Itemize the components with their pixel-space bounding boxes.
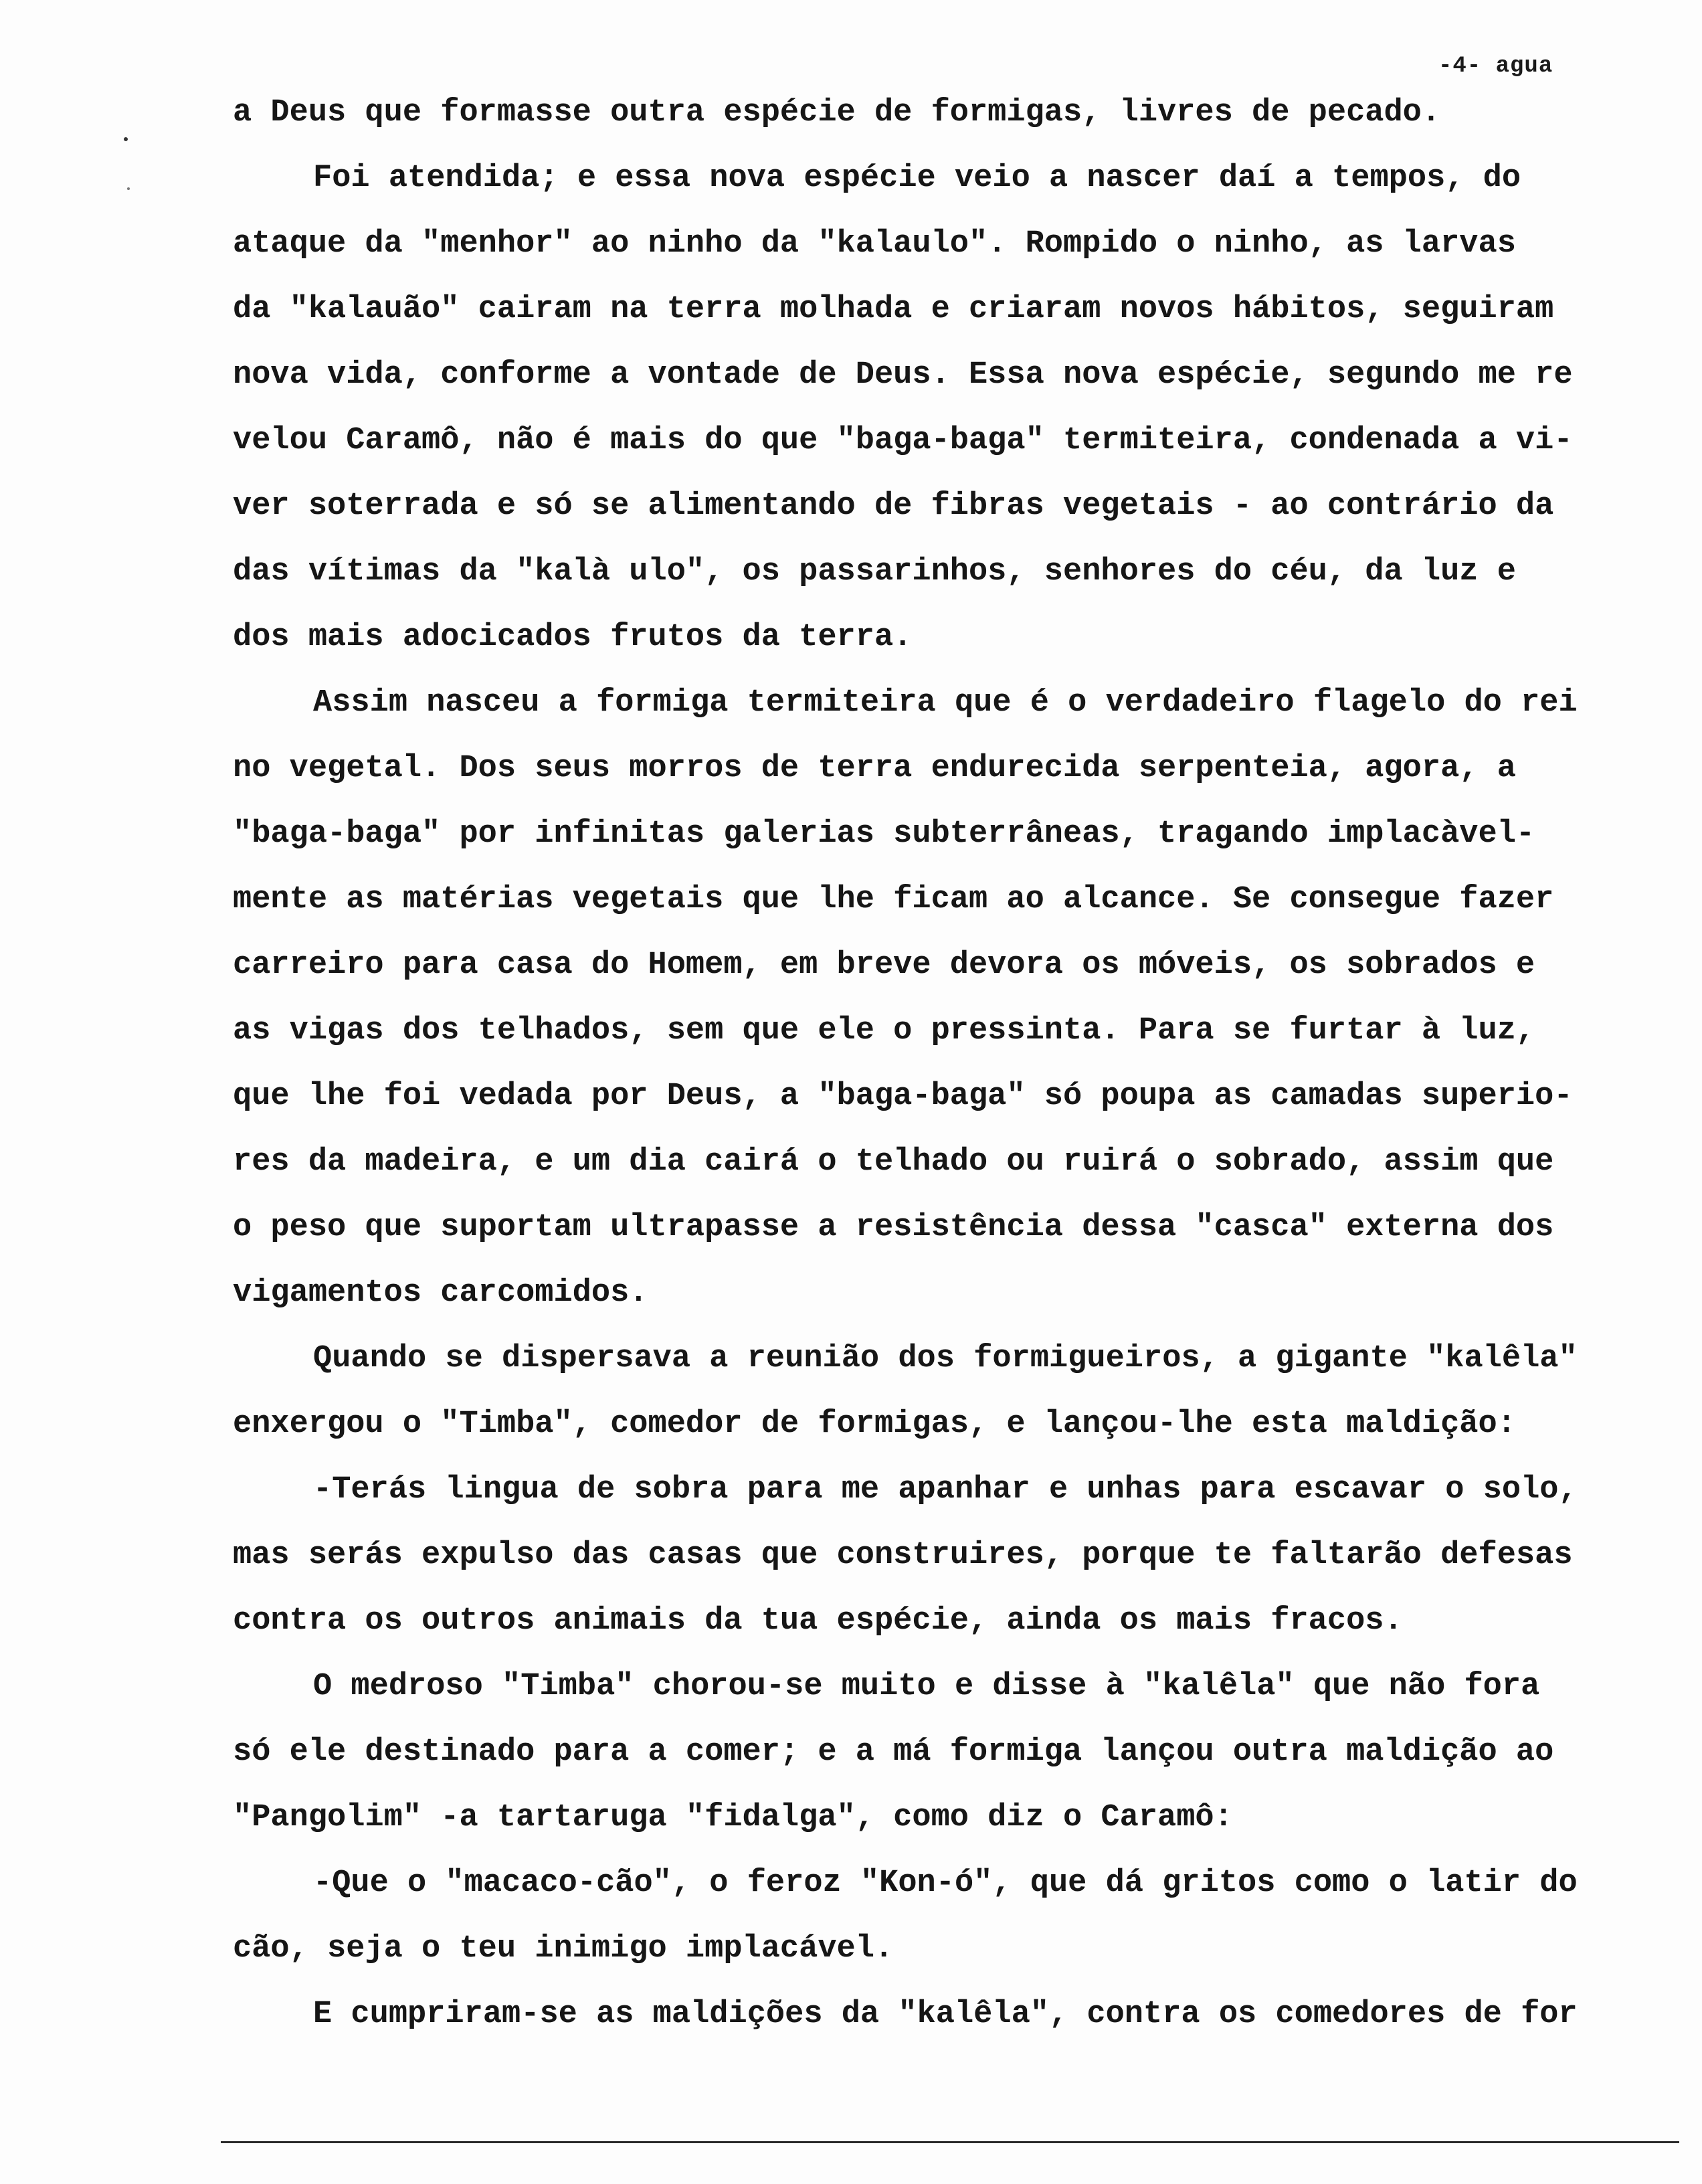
ink-speck xyxy=(127,187,130,190)
text-line: res da madeira, e um dia cairá o telhado ou ruirá o sobrado, assim que xyxy=(233,1144,1554,1180)
text-line: O medroso "Timba" chorou-se muito e disse à "kalêla" que não fora xyxy=(313,1669,1540,1704)
text-line: mas serás expulso das casas que construires, porque te faltarão defesas xyxy=(233,1538,1573,1573)
text-line: dos mais adocicados frutos da terra. xyxy=(233,620,913,655)
text-line: o peso que suportam ultrapasse a resistência dessa "casca" externa dos xyxy=(233,1210,1554,1245)
text-line: -Terás lingua de sobra para me apanhar e unhas para escavar o solo, xyxy=(313,1472,1578,1508)
text-line: Foi atendida; e essa nova espécie veio a nascer daí a tempos, do xyxy=(313,161,1521,196)
page-number: -4- agua xyxy=(1438,54,1553,79)
text-line: Quando se dispersava a reunião dos formigueiros, a gigante "kalêla" xyxy=(313,1341,1578,1376)
text-line: as vigas dos telhados, sem que ele o pressinta. Para se furtar à luz, xyxy=(233,1013,1535,1049)
text-line: só ele destinado para a comer; e a má formiga lançou outra maldição ao xyxy=(233,1734,1554,1770)
text-line: velou Caramô, não é mais do que "baga-baga" termiteira, condenada a vi- xyxy=(233,423,1573,458)
text-line: enxergou o "Timba", comedor de formigas, e lançou-lhe esta maldição: xyxy=(233,1406,1516,1442)
text-line: cão, seja o teu inimigo implacável. xyxy=(233,1931,894,1967)
text-line: contra os outros animais da tua espécie, ainda os mais fracos. xyxy=(233,1603,1403,1639)
text-line: mente as matérias vegetais que lhe ficam ao alcance. Se consegue fazer xyxy=(233,882,1554,917)
text-line: Assim nasceu a formiga termiteira que é o verdadeiro flagelo do rei xyxy=(313,685,1578,721)
text-line: carreiro para casa do Homem, em breve devora os móveis, os sobrados e xyxy=(233,947,1535,983)
text-line: ataque da "menhor" ao ninho da "kalaulo". Rompido o ninho, as larvas xyxy=(233,226,1516,262)
text-line: vigamentos carcomidos. xyxy=(233,1275,648,1311)
text-line: ver soterrada e só se alimentando de fibras vegetais - ao contrário da xyxy=(233,488,1554,524)
text-line: "Pangolim" -a tartaruga "fidalga", como diz o Caramô: xyxy=(233,1800,1233,1835)
text-line: da "kalauão" cairam na terra molhada e criaram novos hábitos, seguiram xyxy=(233,292,1554,327)
text-line: a Deus que formasse outra espécie de formigas, livres de pecado. xyxy=(233,95,1441,130)
ink-speck xyxy=(124,137,128,141)
text-line: que lhe foi vedada por Deus, a "baga-baga" só poupa as camadas superio- xyxy=(233,1079,1573,1114)
text-line: "baga-baga" por infinitas galerias subterrâneas, tragando implacàvel- xyxy=(233,816,1535,852)
body-text xyxy=(233,80,1678,2047)
text-line: -Que o "macaco-cão", o feroz "Kon-ó", que dá gritos como o latir do xyxy=(313,1865,1578,1901)
footer-rule xyxy=(221,2141,1679,2143)
text-line: nova vida, conforme a vontade de Deus. Essa nova espécie, segundo me re xyxy=(233,357,1573,393)
text-line: das vítimas da "kalà ulo", os passarinhos, senhores do céu, da luz e xyxy=(233,554,1516,589)
text-line: E cumpriram-se as maldições da "kalêla", contra os comedores de for xyxy=(313,1997,1578,2032)
text-line: no vegetal. Dos seus morros de terra endurecida serpenteia, agora, a xyxy=(233,751,1516,786)
